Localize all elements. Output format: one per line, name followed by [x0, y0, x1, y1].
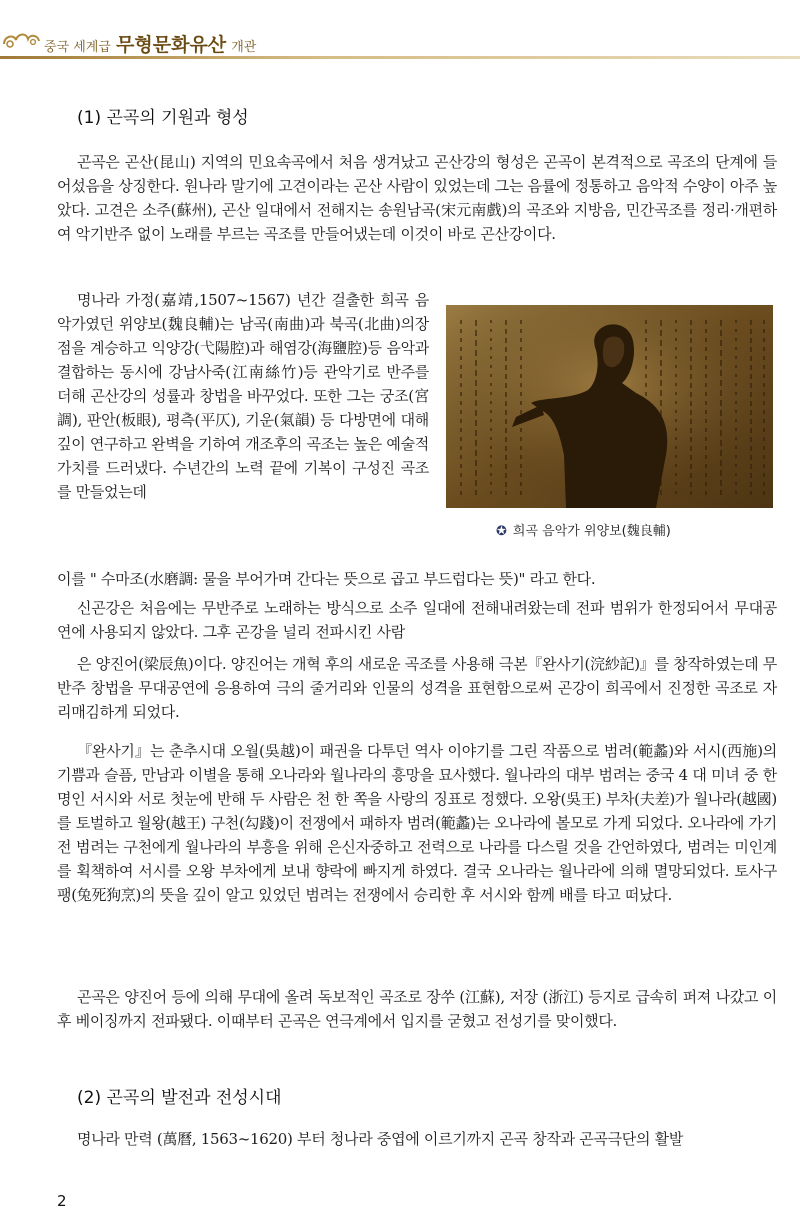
paragraph-2-end: 이를 " 수마조(水磨調: 물을 부어가며 간다는 뜻으로 곱고 부드럽다는 뜻)" 라고 한다. — [57, 570, 596, 588]
portrait-photo — [446, 305, 773, 508]
page-number: 2 — [57, 1192, 67, 1210]
figure-caption — [496, 520, 671, 539]
sculpture-image — [446, 305, 773, 508]
page-header — [0, 0, 800, 58]
paragraph-3-continued: 은 양진어(梁辰魚)이다. 양진어는 개혁 후의 새로운 곡조를 사용해 극본『완사기(浣紗記)』를 창작하였는데 무반주 창법을 무대공연에 응용하여 극의 줄거리와 인물의 성격을 표현함으로써 곤강이 희곡에서 진정한 곡조로 자리매김하게 되었다. — [57, 655, 777, 721]
running-header — [44, 30, 256, 57]
paragraph-5: 곤곡은 양진어 등에 의해 무대에 올려 독보적인 곡조로 장쑤 (江蘇), 저장 (浙江) 등지로 급속히 퍼져 나갔고 이후 베이징까지 전파됐다. 이때부터 곤곡은 연극계에서 입지를 굳혔고 전성기를 맞이했다. — [57, 988, 777, 1030]
header-rule — [0, 56, 800, 59]
caption-bullet-icon: ✪ — [496, 524, 507, 539]
caption-text: 희곡 음악가 위양보(魏良輔) — [512, 524, 671, 539]
cloud-ornament-icon — [2, 28, 42, 50]
paragraph-4: 『완사기』는 춘추시대 오월(吳越)이 패권을 다투던 역사 이야기를 그린 작품으로 범려(範蠡)와 서시(西施)의 기쁨과 슬픔, 만남과 이별을 통해 오나라와 월나라의 흥망을 묘사했다. 월나라의 대부 범려는 중국 4 대 미녀 중 한 명인 서시와 서로 첫눈에 반해 두 사람은 천 한 쪽을 사랑의 징표로 정했다. 오왕(吳王) 부차(夫差)가 월나라(越國)를 토벌하고 월왕(越王) 구천(勾踐)이 전쟁에서 패하자 범려(範蠡)는 오나라에 볼모로 가게 되었다. 오나라에 가기 전 범려는 구천에게 월나라의 부흥을 위해 은신자중하고 전력으로 나라를 다스릴 것을 간언하였다, 범려는 미인계를 획책하여 서시를 오왕 부차에게 보내 향락에 빠지게 하였다. 결국 오나라는 월나라에 의해 멸망되었다. 토사구팽(兔死狗烹)의 뜻을 깊이 알고 있었던 범려는 전쟁에서 승리한 후 서시와 함께 배를 타고 떠났다. — [57, 742, 777, 904]
paragraph-3: 신곤강은 처음에는 무반주로 노래하는 방식으로 소주 일대에 전해내려왔는데 전파 범위가 한정되어서 무대공연에 사용되지 않았다. 그후 곤강을 널리 전파시킨 사람 — [57, 599, 777, 641]
paragraph-1: 곤곡은 곤산(昆山) 지역의 민요속곡에서 처음 생겨났고 곤산강의 형성은 곤곡이 본격적으로 곡조의 단계에 들어섰음을 상징한다. 원나라 말기에 고견이라는 곤산 사람이 있었는데 그는 음률에 정통하고 음악적 수양이 아주 높았다. 고견은 소주(蘇州), 곤산 일대에서 전해지는 송원남곡(宋元南戲)의 곡조와 지방음, 민간곡조를 정리·개편하여 악기반주 없이 노래를 부르는 곡조를 만들어냈는데 이것이 바로 곤산강이다. — [57, 153, 777, 243]
section-title-1: (1) 곤곡의 기원과 형성 — [77, 108, 249, 128]
paragraph-6: 명나라 만력 (萬曆, 1563~1620) 부터 청나라 중엽에 이르기까지 곤곡 창작과 곤곡극단의 활발 — [77, 1130, 684, 1148]
header-title: 무형문화유산 — [116, 34, 227, 56]
paragraph-2: 명나라 가정(嘉靖,1507~1567) 년간 걸출한 희곡 음악가였던 위양보(魏良輔)는 남곡(南曲)과 북곡(北曲)의장점을 계승하고 익양강(弋陽腔)과 해염강(海鹽腔)등 음악과 결합하는 동시에 강남사죽(江南絲竹)등 관악기로 반주를 더해 곤산강의 성률과 창법을 바꾸었다. 또한 그는 궁조(宮調), 판안(板眼), 평측(平仄), 기운(氣韻) 등 다방면에 대해 깊이 연구하고 완벽을 기하여 개조후의 곡조는 높은 예술적 가치를 드러냈다. 수년간의 노력 끝에 기복이 구성진 곡조를 만들었는데 — [57, 291, 429, 501]
section-title-2: (2) 곤곡의 발전과 전성시대 — [77, 1088, 282, 1108]
header-suffix: 개관 — [231, 40, 257, 55]
header-prefix: 중국 세계급 — [44, 40, 111, 55]
